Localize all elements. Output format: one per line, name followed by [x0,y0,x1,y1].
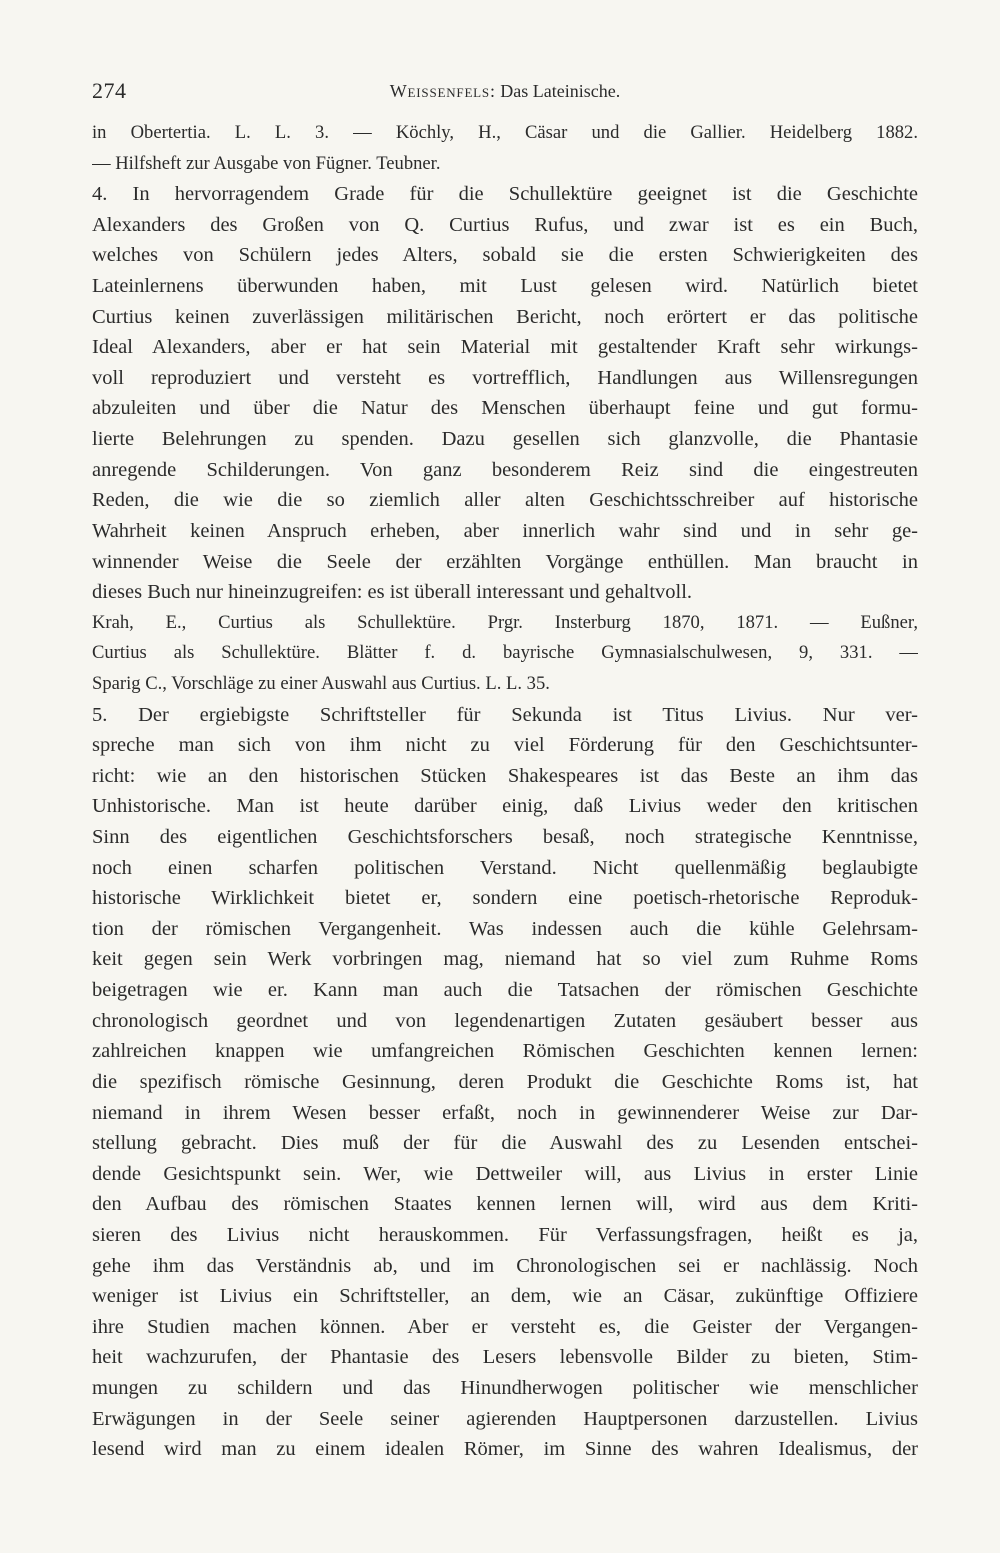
text-line: ihre Studien machen können. Aber er versteht es, die Geister der Vergangen- [92,1315,918,1338]
page-number: 274 [92,78,127,103]
text-line: Krah, E., Curtius als Schullektüre. Prgr. Insterburg 1870, 1871. — Eußner, [92,611,918,633]
text-line: welches von Schülern jedes Alters, sobald sie die ersten Schwierigkeiten des [92,244,918,267]
text-line: abzuleiten und über die Natur des Menschen überhaupt feine und gut formu- [92,397,918,420]
running-head [92,81,918,102]
text-line: historische Wirklichkeit bietet er, sondern eine poetisch-rhetorische Reproduk- [92,887,918,910]
body-text [92,118,918,1465]
text-line: winnender Weise die Seele der erzählten Vorgänge enthüllen. Man braucht in [92,550,918,573]
text-line: keit gegen sein Werk vorbringen mag, niemand hat so viel zum Ruhme Roms [92,948,918,971]
text-line: Sinn des eigentlichen Geschichtsforschers besaß, noch strategische Kenntnisse, [92,826,918,849]
text-line: Curtius als Schullektüre. Blätter f. d. bayrische Gymnasialschulwesen, 9, 331. — [92,642,918,664]
text-line: 5. Der ergiebigste Schriftsteller für Sekunda ist Titus Livius. Nur ver- [92,703,918,726]
text-line: Wahrheit keinen Anspruch erheben, aber innerlich wahr sind und in sehr ge- [92,519,918,542]
text-line: richt: wie an den historischen Stücken Shakespeares ist das Beste an ihm das [92,764,918,787]
text-line: stellung gebracht. Dies muß der für die Auswahl des zu Lesenden entschei- [92,1132,918,1155]
text-line: Lateinlernens überwunden haben, mit Lust gelesen wird. Natürlich bietet [92,275,918,298]
text-line: zahlreichen knappen wie umfangreichen Römischen Geschichten kennen lernen: [92,1040,918,1063]
running-head-author: Weissenfels: [389,81,496,101]
text-line: dende Gesichtspunkt sein. Wer, wie Dettweiler will, aus Livius in erster Linie [92,1162,918,1185]
text-line: Unhistorische. Man ist heute darüber einig, daß Livius weder den kritischen [92,795,918,818]
text-line: Erwägungen in der Seele seiner agierenden Hauptpersonen darzustellen. Livius [92,1407,918,1430]
text-line: weniger ist Livius ein Schriftsteller, an dem, wie an Cäsar, zukünftige Offiziere [92,1285,918,1308]
text-line: Alexanders des Großen von Q. Curtius Rufus, und zwar ist es ein Buch, [92,213,918,236]
text-line: lesend wird man zu einem idealen Römer, im Sinne des wahren Idealismus, der [92,1438,918,1461]
text-line: — Hilfsheft zur Ausgabe von Fügner. Teubner. [92,152,441,174]
text-line: sieren des Livius nicht herauskommen. Für Verfassungsfragen, heißt es ja, [92,1223,918,1246]
running-head-title: Das Lateinische. [500,81,621,101]
text-line: dieses Buch nur hineinzugreifen: es ist überall interessant und gehaltvoll. [92,581,693,604]
text-line: die spezifisch römische Gesinnung, deren Produkt die Geschichte Roms ist, hat [92,1070,918,1093]
text-line: mungen zu schildern und das Hinundherwogen politischer wie menschlicher [92,1376,918,1399]
text-line: Ideal Alexanders, aber er hat sein Material mit gestaltender Kraft sehr wirkungs- [92,336,918,359]
text-line: Reden, die wie die so ziemlich aller alten Geschichtsschreiber auf historische [92,489,918,512]
text-line: beigetragen wie er. Kann man auch die Tatsachen der römischen Geschichte [92,979,918,1002]
text-line: niemand in ihrem Wesen besser erfaßt, noch in gewinnenderer Weise zur Dar- [92,1101,918,1124]
text-line: den Aufbau des römischen Staates kennen lernen will, wird aus dem Kriti- [92,1193,918,1216]
page-header [92,78,918,106]
text-line: heit wachzurufen, der Phantasie des Lesers lebensvolle Bilder zu bieten, Stim- [92,1346,918,1369]
text-line: voll reproduziert und versteht es vortrefflich, Handlungen aus Willensregungen [92,366,918,389]
text-line: anregende Schilderungen. Von ganz besonderem Reiz sind die eingestreuten [92,458,918,481]
text-line: lierte Belehrungen zu spenden. Dazu gesellen sich glanzvolle, die Phantasie [92,428,918,451]
text-line: spreche man sich von ihm nicht zu viel Förderung für den Geschichtsunter- [92,734,918,757]
text-line: in Obertertia. L. L. 3. — Köchly, H., Cäsar und die Gallier. Heidelberg 1882. [92,122,918,143]
text-line: tion der römischen Vergangenheit. Was indessen auch die kühle Gelehrsam- [92,917,918,940]
text-line: chronologisch geordnet und von legendenartigen Zutaten gesäubert besser aus [92,1009,918,1032]
text-line: 4. In hervorragendem Grade für die Schullektüre geeignet ist die Geschichte [92,183,918,206]
text-line: gehe ihm das Verständnis ab, und im Chronologischen sei er nachlässig. Noch [92,1254,918,1277]
text-line: Sparig C., Vorschläge zu einer Auswahl aus Curtius. L. L. 35. [92,672,550,694]
text-line: Curtius keinen zuverlässigen militärischen Bericht, noch erörtert er das politische [92,305,918,328]
text-line: noch einen scharfen politischen Verstand. Nicht quellenmäßig beglaubigte [92,856,918,879]
